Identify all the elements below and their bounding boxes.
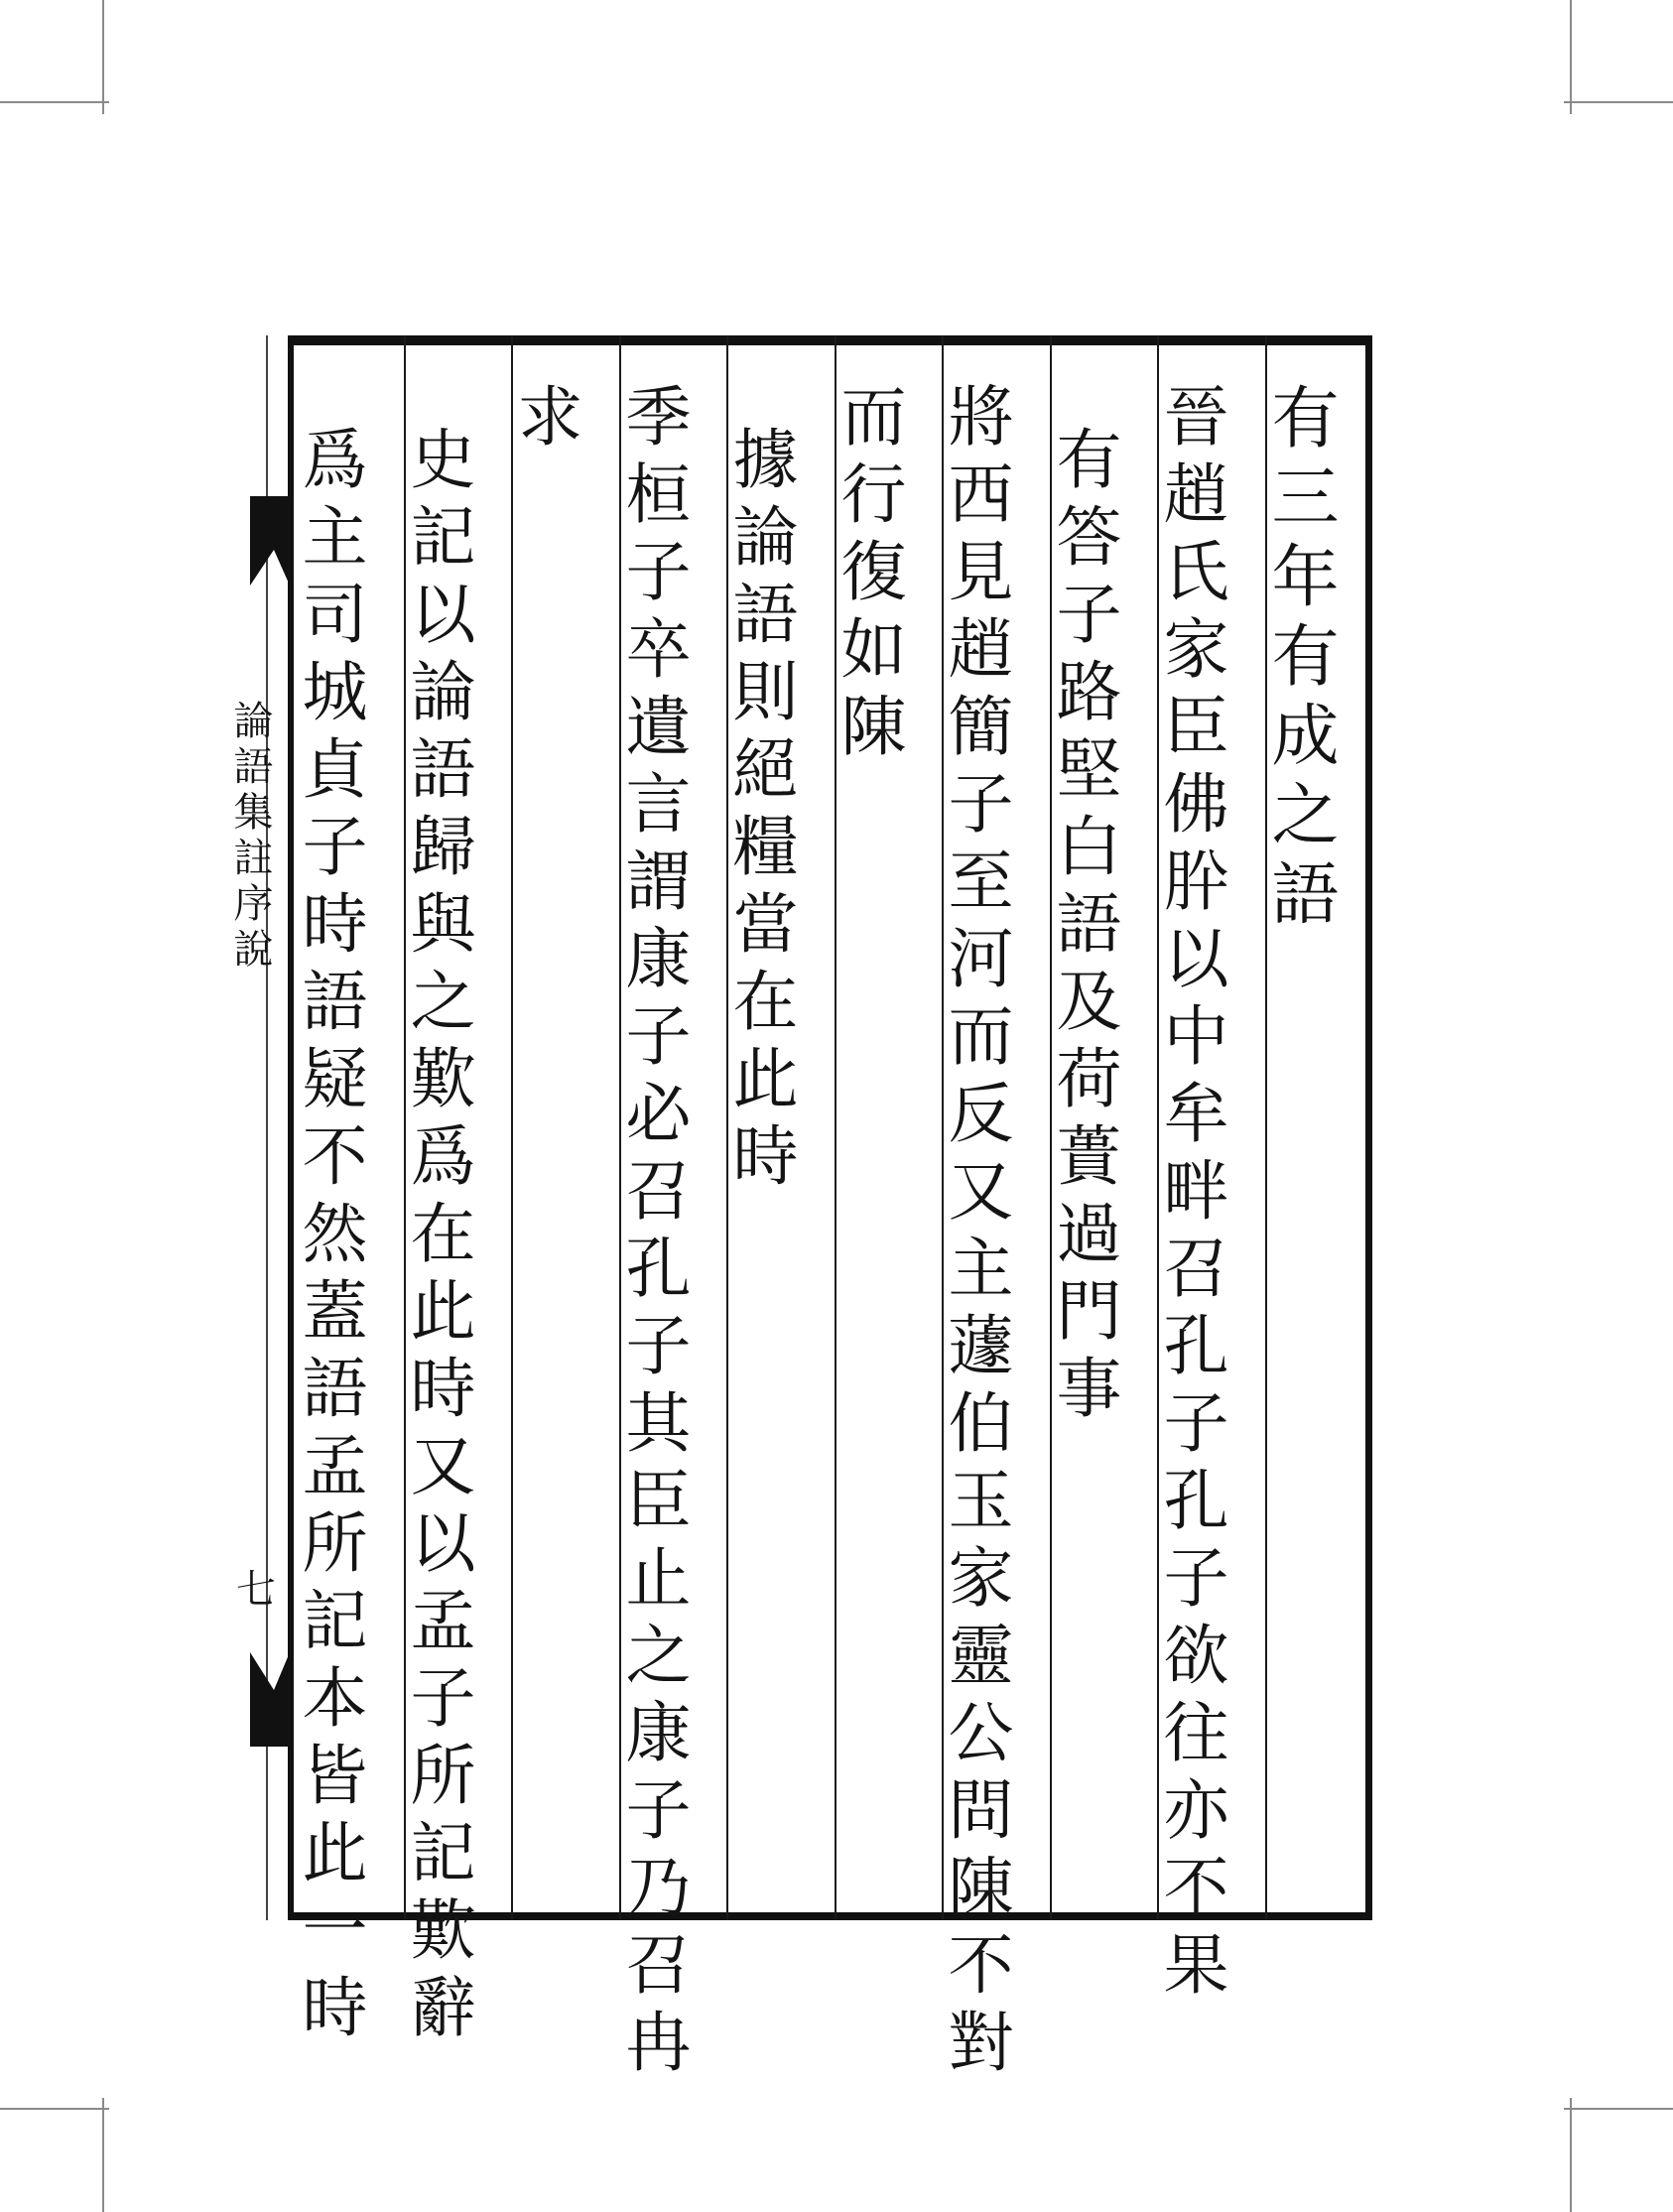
text-column (291, 425, 405, 2050)
column-text: 爲主司城貞子時語疑不然蓋語孟所記本皆此一時 (291, 425, 367, 2050)
column-text: 史記以論語歸與之歎爲在此時又以孟子所記歎辭 (399, 425, 475, 2050)
text-column (830, 382, 944, 769)
center-title: 論語集註序說 (227, 700, 273, 974)
column-text: 有三年有成之語 (1260, 382, 1339, 938)
column-text: 季桓子卒遺言謂康子必召孔子其臣止之康子乃召冉 (614, 382, 691, 2085)
column-text: 而行復如陳 (830, 382, 906, 769)
column-text: 晉趙氏家臣佛肸以中牟畔召孔子孔子欲往亦不果 (1152, 382, 1228, 2008)
crop-mark (102, 2098, 104, 2212)
text-column (937, 382, 1051, 2085)
text-column (721, 425, 836, 1199)
text-column (1045, 425, 1159, 1431)
column-text: 求 (506, 382, 582, 459)
column-text: 據論語則絕糧當在此時 (721, 425, 798, 1199)
column-text: 將西見趙簡子至河而反又主蘧伯玉家靈公問陳不對 (937, 382, 1013, 2085)
text-column (1152, 382, 1266, 2008)
text-column (614, 382, 728, 2085)
text-column (399, 425, 513, 2050)
crop-mark (1564, 2108, 1673, 2110)
crop-mark (1570, 2098, 1572, 2212)
crop-mark (0, 2108, 109, 2110)
text-column (506, 382, 620, 459)
folio-number: 七 (236, 1567, 276, 1613)
crop-mark (1570, 0, 1572, 114)
crop-mark (102, 0, 104, 114)
column-text: 有答子路堅白語及荷蕢過門事 (1045, 425, 1121, 1431)
crop-mark (0, 101, 109, 103)
crop-mark (1564, 101, 1673, 103)
text-column (1260, 382, 1374, 938)
